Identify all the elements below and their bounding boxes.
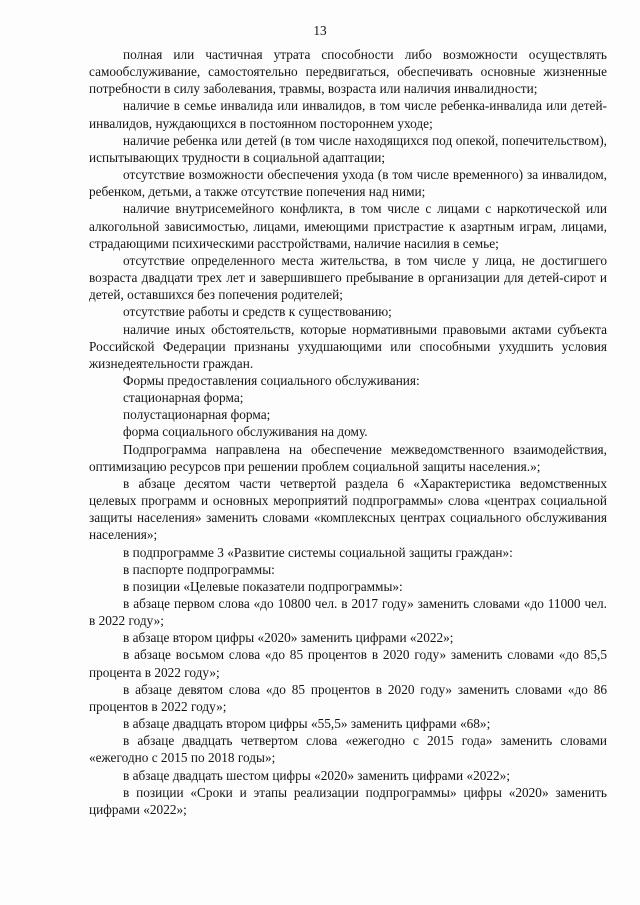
paragraph-form-semi-stationary: полустационарная форма; <box>123 407 271 423</box>
paragraph-disability-self-care: полная или частичная утрата способности либо возможности осуществлять самообслуживание, самостоятельно передвигаться, обеспечивать основные жизненные потребности в силу заболевания, травмы, возраста или наличия инвалидности; <box>89 47 607 97</box>
paragraph-form-home: форма социального обслуживания на дому. <box>123 424 368 440</box>
paragraph-amend-twenty-sixth: в абзаце двадцать шестом цифры «2020» заменить цифрами «2022»; <box>123 767 511 783</box>
paragraph-subprogram-aim: Подпрограмма направлена на обеспечение межведомственного взаимодействия, оптимизацию ресурсов при решении проблем социальной защиты населения.»; <box>89 441 607 474</box>
paragraph-amend-eighth: в абзаце восьмом слова «до 85 процентов в 2020 году» заменить словами «до 85,5 процента в 2022 году»; <box>89 647 607 680</box>
paragraph-family-conflict: наличие внутрисемейного конфликта, в том числе с лицами с наркотической или алкогольной зависимостью, лицами, имеющими пристрастие к азартным играм, лицами, страдающими психическими расстройствами, наличие насилия в семье; <box>89 201 607 251</box>
paragraph-no-work: отсутствие работы и средств к существованию; <box>123 304 392 320</box>
paragraph-amend-twenty-fourth: в абзаце двадцать четвертом слова «ежегодно с 2015 года» заменить словами «ежегодно с 2015 по 2018 годы»; <box>89 733 607 766</box>
paragraph-amend-second: в абзаце втором цифры «2020» заменить цифрами «2022»; <box>123 630 454 646</box>
paragraph-form-stationary: стационарная форма; <box>123 390 244 406</box>
paragraph-subprogram-3: в подпрограмме 3 «Развитие системы социальной защиты граждан»: <box>123 544 513 560</box>
page-number: 13 <box>313 23 327 38</box>
paragraph-amend-first: в абзаце первом слова «до 10800 чел. в 2017 году» заменить словами «до 11000 чел. в 2022 году»; <box>89 596 607 629</box>
paragraph-disabled-family-member: наличие в семье инвалида или инвалидов, в том числе ребенка-инвалида или детей-инвалидов, нуждающихся в постоянном постороннем уходе; <box>89 98 607 131</box>
paragraph-no-care-possibility: отсутствие возможности обеспечения ухода (в том числе временного) за инвалидом, ребенком, детьми, а также отсутствие попечения над ними; <box>89 167 607 200</box>
paragraph-amend-ninth: в абзаце девятом слова «до 85 процентов в 2020 году» заменить словами «до 86 процентов в 2022 году»; <box>89 681 607 714</box>
paragraph-no-residence: отсутствие определенного места жительства, в том числе у лица, не достигшего возраста двадцати трех лет и завершившего пребывание в организации для детей-сирот и детей, оставшихся без попечения родителей; <box>89 252 607 303</box>
paragraph-service-forms-heading: Формы предоставления социального обслуживания: <box>123 372 420 388</box>
document-body <box>89 46 607 818</box>
paragraph-terms-and-stages: в позиции «Сроки и этапы реализации подпрограммы» цифры «2020» заменить цифрами «2022»; <box>89 784 607 817</box>
paragraph-child-adaptation: наличие ребенка или детей (в том числе находящихся под опекой, попечительством), испытывающих трудности в социальной адаптации; <box>89 132 607 165</box>
paragraph-passport: в паспорте подпрограммы: <box>123 561 275 577</box>
paragraph-other-circumstances: наличие иных обстоятельств, которые нормативными правовыми актами субъекта Российской Федерации признаны ухудшающими или способными ухудшить условия жизнедеятельности граждан. <box>89 321 607 371</box>
paragraph-target-indicators: в позиции «Целевые показатели подпрограммы»: <box>123 578 403 594</box>
paragraph-amend-twenty-second: в абзаце двадцать втором цифры «55,5» заменить цифрами «68»; <box>123 716 491 732</box>
paragraph-section-6-amendment: в абзаце десятом части четвертой раздела 6 «Характеристика ведомственных целевых программ и основных мероприятий подпрограммы» слова «центрах социальной защиты населения» заменить словами «комплексных центрах социального обслуживания населения»; <box>89 475 607 543</box>
